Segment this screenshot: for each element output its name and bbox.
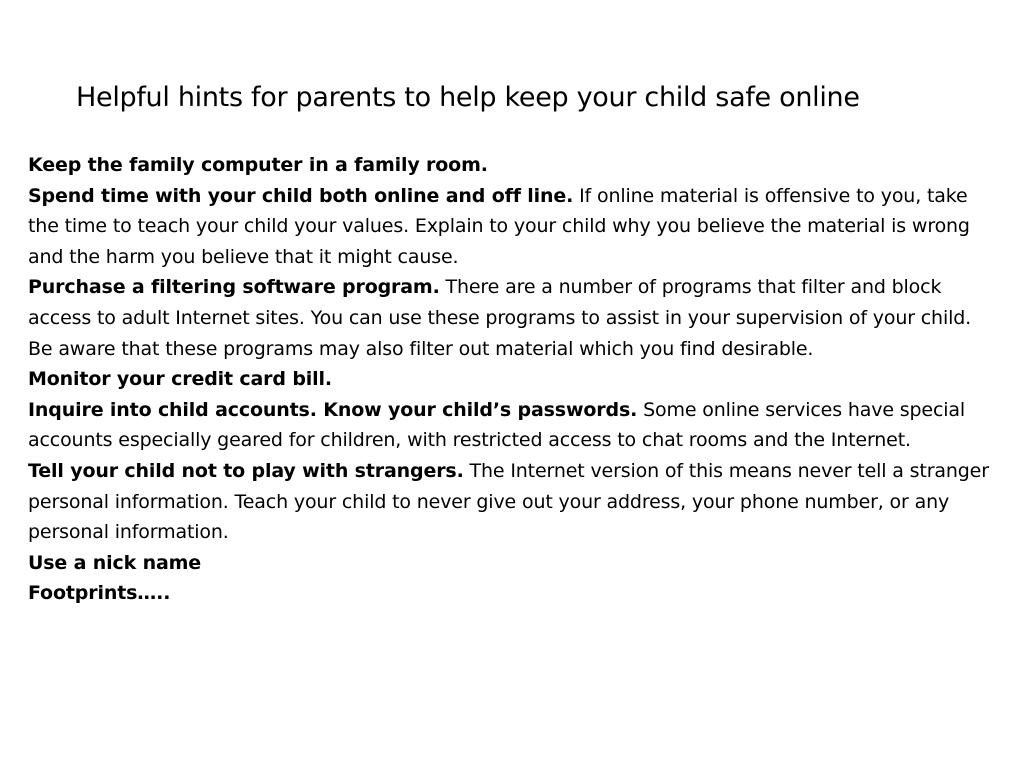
hint-heading: Footprints….. bbox=[28, 582, 171, 605]
hint-heading: Keep the family computer in a family room. bbox=[28, 154, 488, 176]
hint-nick-name bbox=[28, 548, 993, 579]
hint-credit-card bbox=[28, 364, 993, 395]
hint-text: If online material is offensive to you, take the time to teach your child your values. Explain to your child why you believe the material is wrong and the harm you believe that it might cause. bbox=[28, 184, 970, 268]
hint-text: The Internet version of this means never tell a stranger personal information. Teach your child to never give out your address, your phone number, or any personal information. bbox=[28, 459, 989, 544]
hint-footprints bbox=[28, 578, 993, 609]
hint-heading: Spend time with your child both online and off line. bbox=[28, 184, 574, 207]
hint-family-room bbox=[28, 150, 993, 181]
hints-list bbox=[28, 150, 993, 609]
hint-heading: Monitor your credit card bill. bbox=[28, 368, 332, 391]
hint-filtering-software bbox=[28, 272, 993, 364]
hint-heading: Use a nick name bbox=[28, 551, 202, 574]
hint-heading: Tell your child not to play with strangers. bbox=[28, 459, 464, 482]
hint-text: Some online services have special accounts especially geared for children, with restricted access to chat rooms and the Internet. bbox=[28, 398, 965, 452]
hint-spend-time bbox=[28, 181, 993, 273]
hint-heading: Purchase a filtering software program. bbox=[28, 276, 440, 299]
slide-title: Helpful hints for parents to help keep your child safe online bbox=[76, 82, 860, 113]
hint-strangers bbox=[28, 456, 993, 548]
hint-child-accounts bbox=[28, 395, 993, 456]
hint-text: There are a number of programs that filter and block access to adult Internet sites. You can use these programs to assist in your supervision of your child. Be aware that these programs may also filter out material which you find desirable. bbox=[28, 276, 972, 360]
hint-heading: Inquire into child accounts. Know your child’s passwords. bbox=[28, 398, 638, 421]
